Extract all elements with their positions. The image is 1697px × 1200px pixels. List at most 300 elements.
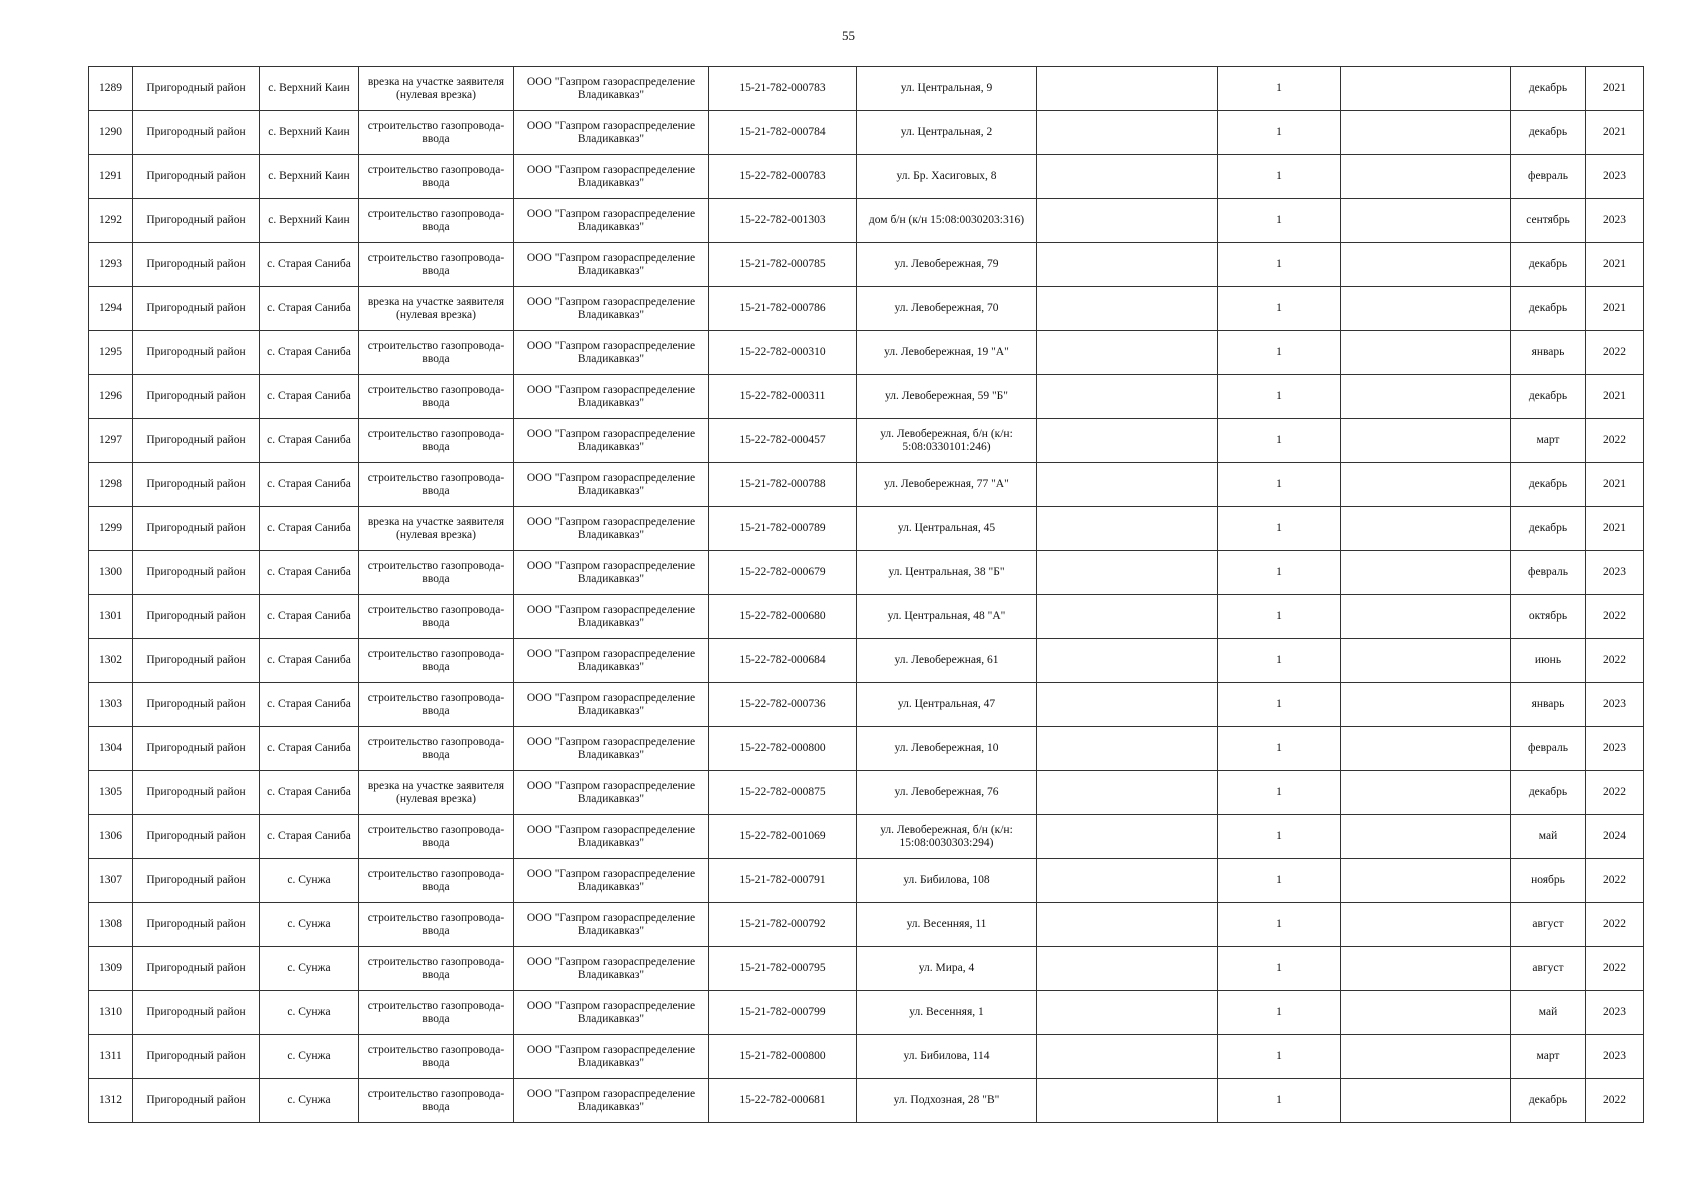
settlement-cell: с. Верхний Каин <box>260 67 359 111</box>
count-cell: 1 <box>1218 199 1341 243</box>
organization-cell: ООО "Газпром газораспределение Владикавказ" <box>514 947 709 991</box>
district-cell: Пригородный район <box>133 727 260 771</box>
table-row <box>89 155 1644 199</box>
work-type-cell: строительство газопровода-ввода <box>359 595 514 639</box>
empty-cell <box>1037 287 1218 331</box>
address-cell: ул. Левобережная, 77 "А" <box>857 463 1037 507</box>
district-cell: Пригородный район <box>133 991 260 1035</box>
table-row <box>89 551 1644 595</box>
organization-cell: ООО "Газпром газораспределение Владикавказ" <box>514 683 709 727</box>
table-row <box>89 199 1644 243</box>
district-cell: Пригородный район <box>133 859 260 903</box>
address-cell: ул. Центральная, 47 <box>857 683 1037 727</box>
settlement-cell: с. Старая Саниба <box>260 375 359 419</box>
organization-cell: ООО "Газпром газораспределение Владикавказ" <box>514 859 709 903</box>
application-code-cell: 15-22-782-000679 <box>709 551 857 595</box>
district-cell: Пригородный район <box>133 595 260 639</box>
year-cell: 2023 <box>1586 727 1644 771</box>
organization-cell: ООО "Газпром газораспределение Владикавказ" <box>514 595 709 639</box>
empty-cell <box>1037 859 1218 903</box>
empty-cell <box>1037 155 1218 199</box>
count-cell: 1 <box>1218 551 1341 595</box>
count-cell: 1 <box>1218 639 1341 683</box>
application-code-cell: 15-21-782-000792 <box>709 903 857 947</box>
year-cell: 2022 <box>1586 331 1644 375</box>
work-type-cell: врезка на участке заявителя (нулевая врезка) <box>359 67 514 111</box>
address-cell: ул. Весенняя, 11 <box>857 903 1037 947</box>
month-cell: декабрь <box>1511 463 1586 507</box>
district-cell: Пригородный район <box>133 771 260 815</box>
empty-cell <box>1341 947 1511 991</box>
count-cell: 1 <box>1218 859 1341 903</box>
district-cell: Пригородный район <box>133 1035 260 1079</box>
year-cell: 2021 <box>1586 243 1644 287</box>
count-cell: 1 <box>1218 67 1341 111</box>
count-cell: 1 <box>1218 243 1341 287</box>
row-number-cell: 1293 <box>89 243 133 287</box>
district-cell: Пригородный район <box>133 947 260 991</box>
month-cell: декабрь <box>1511 1079 1586 1123</box>
district-cell: Пригородный район <box>133 331 260 375</box>
count-cell: 1 <box>1218 155 1341 199</box>
application-code-cell: 15-21-782-000800 <box>709 1035 857 1079</box>
address-cell: ул. Левобережная, 70 <box>857 287 1037 331</box>
empty-cell <box>1341 639 1511 683</box>
empty-cell <box>1341 595 1511 639</box>
empty-cell <box>1341 1035 1511 1079</box>
month-cell: сентябрь <box>1511 199 1586 243</box>
address-cell: ул. Бибилова, 108 <box>857 859 1037 903</box>
organization-cell: ООО "Газпром газораспределение Владикавказ" <box>514 1079 709 1123</box>
application-code-cell: 15-21-782-000786 <box>709 287 857 331</box>
settlement-cell: с. Старая Саниба <box>260 815 359 859</box>
organization-cell: ООО "Газпром газораспределение Владикавказ" <box>514 507 709 551</box>
work-type-cell: строительство газопровода-ввода <box>359 551 514 595</box>
settlement-cell: с. Старая Саниба <box>260 243 359 287</box>
empty-cell <box>1341 111 1511 155</box>
settlement-cell: с. Старая Саниба <box>260 463 359 507</box>
empty-cell <box>1037 243 1218 287</box>
row-number-cell: 1298 <box>89 463 133 507</box>
count-cell: 1 <box>1218 991 1341 1035</box>
application-code-cell: 15-21-782-000795 <box>709 947 857 991</box>
empty-cell <box>1037 507 1218 551</box>
organization-cell: ООО "Газпром газораспределение Владикавказ" <box>514 1035 709 1079</box>
row-number-cell: 1291 <box>89 155 133 199</box>
row-number-cell: 1289 <box>89 67 133 111</box>
work-type-cell: строительство газопровода-ввода <box>359 419 514 463</box>
row-number-cell: 1305 <box>89 771 133 815</box>
month-cell: декабрь <box>1511 243 1586 287</box>
application-code-cell: 15-21-782-000799 <box>709 991 857 1035</box>
organization-cell: ООО "Газпром газораспределение Владикавказ" <box>514 463 709 507</box>
month-cell: июнь <box>1511 639 1586 683</box>
application-code-cell: 15-22-782-000457 <box>709 419 857 463</box>
district-cell: Пригородный район <box>133 815 260 859</box>
district-cell: Пригородный район <box>133 463 260 507</box>
empty-cell <box>1037 419 1218 463</box>
district-cell: Пригородный район <box>133 683 260 727</box>
organization-cell: ООО "Газпром газораспределение Владикавказ" <box>514 331 709 375</box>
work-type-cell: строительство газопровода-ввода <box>359 243 514 287</box>
address-cell: ул. Левобережная, 79 <box>857 243 1037 287</box>
row-number-cell: 1299 <box>89 507 133 551</box>
settlement-cell: с. Старая Саниба <box>260 507 359 551</box>
row-number-cell: 1290 <box>89 111 133 155</box>
empty-cell <box>1037 1035 1218 1079</box>
address-cell: ул. Бибилова, 114 <box>857 1035 1037 1079</box>
work-type-cell: строительство газопровода-ввода <box>359 639 514 683</box>
empty-cell <box>1037 683 1218 727</box>
application-code-cell: 15-22-782-000311 <box>709 375 857 419</box>
count-cell: 1 <box>1218 683 1341 727</box>
year-cell: 2022 <box>1586 419 1644 463</box>
application-code-cell: 15-22-782-000783 <box>709 155 857 199</box>
empty-cell <box>1037 903 1218 947</box>
application-code-cell: 15-22-782-000800 <box>709 727 857 771</box>
work-type-cell: строительство газопровода-ввода <box>359 903 514 947</box>
row-number-cell: 1303 <box>89 683 133 727</box>
empty-cell <box>1341 771 1511 815</box>
row-number-cell: 1308 <box>89 903 133 947</box>
settlement-cell: с. Старая Саниба <box>260 287 359 331</box>
month-cell: август <box>1511 947 1586 991</box>
count-cell: 1 <box>1218 903 1341 947</box>
table-row <box>89 287 1644 331</box>
district-cell: Пригородный район <box>133 1079 260 1123</box>
row-number-cell: 1311 <box>89 1035 133 1079</box>
organization-cell: ООО "Газпром газораспределение Владикавказ" <box>514 111 709 155</box>
empty-cell <box>1341 155 1511 199</box>
table-row <box>89 1035 1644 1079</box>
organization-cell: ООО "Газпром газораспределение Владикавказ" <box>514 639 709 683</box>
month-cell: февраль <box>1511 155 1586 199</box>
application-code-cell: 15-22-782-000736 <box>709 683 857 727</box>
empty-cell <box>1341 331 1511 375</box>
work-type-cell: строительство газопровода-ввода <box>359 1079 514 1123</box>
application-code-cell: 15-22-782-000310 <box>709 331 857 375</box>
month-cell: январь <box>1511 331 1586 375</box>
month-cell: ноябрь <box>1511 859 1586 903</box>
application-code-cell: 15-21-782-000791 <box>709 859 857 903</box>
application-code-cell: 15-21-782-000785 <box>709 243 857 287</box>
address-cell: ул. Центральная, 2 <box>857 111 1037 155</box>
address-cell: ул. Центральная, 48 "А" <box>857 595 1037 639</box>
month-cell: декабрь <box>1511 287 1586 331</box>
settlement-cell: с. Сунжа <box>260 903 359 947</box>
settlement-cell: с. Старая Саниба <box>260 639 359 683</box>
empty-cell <box>1037 595 1218 639</box>
year-cell: 2022 <box>1586 903 1644 947</box>
year-cell: 2021 <box>1586 375 1644 419</box>
empty-cell <box>1037 771 1218 815</box>
settlement-cell: с. Сунжа <box>260 1079 359 1123</box>
table-row <box>89 991 1644 1035</box>
page-number: 55 <box>842 28 855 43</box>
empty-cell <box>1341 683 1511 727</box>
empty-cell <box>1341 243 1511 287</box>
address-cell: ул. Левобережная, 10 <box>857 727 1037 771</box>
row-number-cell: 1310 <box>89 991 133 1035</box>
empty-cell <box>1341 727 1511 771</box>
work-type-cell: строительство газопровода-ввода <box>359 727 514 771</box>
settlement-cell: с. Верхний Каин <box>260 111 359 155</box>
address-cell: ул. Весенняя, 1 <box>857 991 1037 1035</box>
empty-cell <box>1037 639 1218 683</box>
count-cell: 1 <box>1218 1079 1341 1123</box>
empty-cell <box>1341 287 1511 331</box>
year-cell: 2021 <box>1586 463 1644 507</box>
year-cell: 2022 <box>1586 771 1644 815</box>
count-cell: 1 <box>1218 111 1341 155</box>
row-number-cell: 1302 <box>89 639 133 683</box>
organization-cell: ООО "Газпром газораспределение Владикавказ" <box>514 727 709 771</box>
table-row <box>89 111 1644 155</box>
empty-cell <box>1037 331 1218 375</box>
organization-cell: ООО "Газпром газораспределение Владикавказ" <box>514 771 709 815</box>
work-type-cell: строительство газопровода-ввода <box>359 111 514 155</box>
month-cell: март <box>1511 1035 1586 1079</box>
district-cell: Пригородный район <box>133 551 260 595</box>
month-cell: октябрь <box>1511 595 1586 639</box>
organization-cell: ООО "Газпром газораспределение Владикавказ" <box>514 815 709 859</box>
year-cell: 2023 <box>1586 1035 1644 1079</box>
month-cell: март <box>1511 419 1586 463</box>
row-number-cell: 1294 <box>89 287 133 331</box>
table-row <box>89 507 1644 551</box>
table-row <box>89 375 1644 419</box>
work-type-cell: строительство газопровода-ввода <box>359 199 514 243</box>
district-cell: Пригородный район <box>133 67 260 111</box>
empty-cell <box>1037 991 1218 1035</box>
empty-cell <box>1341 419 1511 463</box>
row-number-cell: 1301 <box>89 595 133 639</box>
year-cell: 2021 <box>1586 287 1644 331</box>
table-row <box>89 331 1644 375</box>
month-cell: январь <box>1511 683 1586 727</box>
address-cell: дом б/н (к/н 15:08:0030203:316) <box>857 199 1037 243</box>
count-cell: 1 <box>1218 507 1341 551</box>
table-row <box>89 67 1644 111</box>
year-cell: 2022 <box>1586 947 1644 991</box>
empty-cell <box>1037 815 1218 859</box>
table-row <box>89 683 1644 727</box>
row-number-cell: 1312 <box>89 1079 133 1123</box>
organization-cell: ООО "Газпром газораспределение Владикавказ" <box>514 991 709 1035</box>
settlement-cell: с. Старая Саниба <box>260 595 359 639</box>
count-cell: 1 <box>1218 815 1341 859</box>
table-row <box>89 903 1644 947</box>
empty-cell <box>1341 551 1511 595</box>
application-code-cell: 15-21-782-000783 <box>709 67 857 111</box>
table-row <box>89 595 1644 639</box>
row-number-cell: 1296 <box>89 375 133 419</box>
month-cell: декабрь <box>1511 111 1586 155</box>
address-cell: ул. Подхозная, 28 "В" <box>857 1079 1037 1123</box>
district-cell: Пригородный район <box>133 507 260 551</box>
settlement-cell: с. Верхний Каин <box>260 199 359 243</box>
year-cell: 2022 <box>1586 595 1644 639</box>
settlement-cell: с. Сунжа <box>260 947 359 991</box>
empty-cell <box>1037 199 1218 243</box>
district-cell: Пригородный район <box>133 111 260 155</box>
empty-cell <box>1341 815 1511 859</box>
empty-cell <box>1341 507 1511 551</box>
table-row <box>89 859 1644 903</box>
empty-cell <box>1037 1079 1218 1123</box>
organization-cell: ООО "Газпром газораспределение Владикавказ" <box>514 419 709 463</box>
settlement-cell: с. Старая Саниба <box>260 419 359 463</box>
month-cell: декабрь <box>1511 375 1586 419</box>
count-cell: 1 <box>1218 331 1341 375</box>
gasification-table <box>88 66 1644 1123</box>
organization-cell: ООО "Газпром газораспределение Владикавказ" <box>514 199 709 243</box>
work-type-cell: строительство газопровода-ввода <box>359 683 514 727</box>
settlement-cell: с. Старая Саниба <box>260 331 359 375</box>
empty-cell <box>1037 947 1218 991</box>
address-cell: ул. Левобережная, б/н (к/н: 15:08:0030303:294) <box>857 815 1037 859</box>
address-cell: ул. Левобережная, 19 "А" <box>857 331 1037 375</box>
organization-cell: ООО "Газпром газораспределение Владикавказ" <box>514 67 709 111</box>
table-row <box>89 419 1644 463</box>
month-cell: август <box>1511 903 1586 947</box>
work-type-cell: строительство газопровода-ввода <box>359 375 514 419</box>
address-cell: ул. Центральная, 38 "Б" <box>857 551 1037 595</box>
table-row <box>89 947 1644 991</box>
application-code-cell: 15-21-782-000788 <box>709 463 857 507</box>
settlement-cell: с. Старая Саниба <box>260 727 359 771</box>
year-cell: 2024 <box>1586 815 1644 859</box>
address-cell: ул. Левобережная, б/н (к/н: 5:08:0330101:246) <box>857 419 1037 463</box>
application-code-cell: 15-22-782-000684 <box>709 639 857 683</box>
table-row <box>89 815 1644 859</box>
year-cell: 2023 <box>1586 551 1644 595</box>
address-cell: ул. Левобережная, 76 <box>857 771 1037 815</box>
organization-cell: ООО "Газпром газораспределение Владикавказ" <box>514 287 709 331</box>
month-cell: декабрь <box>1511 507 1586 551</box>
settlement-cell: с. Старая Саниба <box>260 683 359 727</box>
district-cell: Пригородный район <box>133 903 260 947</box>
work-type-cell: строительство газопровода-ввода <box>359 463 514 507</box>
organization-cell: ООО "Газпром газораспределение Владикавказ" <box>514 155 709 199</box>
row-number-cell: 1300 <box>89 551 133 595</box>
district-cell: Пригородный район <box>133 155 260 199</box>
application-code-cell: 15-22-782-001303 <box>709 199 857 243</box>
address-cell: ул. Центральная, 45 <box>857 507 1037 551</box>
year-cell: 2022 <box>1586 859 1644 903</box>
work-type-cell: врезка на участке заявителя (нулевая врезка) <box>359 507 514 551</box>
year-cell: 2023 <box>1586 199 1644 243</box>
empty-cell <box>1341 859 1511 903</box>
year-cell: 2023 <box>1586 155 1644 199</box>
row-number-cell: 1306 <box>89 815 133 859</box>
organization-cell: ООО "Газпром газораспределение Владикавказ" <box>514 903 709 947</box>
year-cell: 2022 <box>1586 639 1644 683</box>
row-number-cell: 1304 <box>89 727 133 771</box>
year-cell: 2023 <box>1586 991 1644 1035</box>
application-code-cell: 15-22-782-000680 <box>709 595 857 639</box>
count-cell: 1 <box>1218 375 1341 419</box>
empty-cell <box>1037 375 1218 419</box>
row-number-cell: 1297 <box>89 419 133 463</box>
table-body <box>89 67 1644 1123</box>
row-number-cell: 1309 <box>89 947 133 991</box>
settlement-cell: с. Верхний Каин <box>260 155 359 199</box>
count-cell: 1 <box>1218 947 1341 991</box>
district-cell: Пригородный район <box>133 419 260 463</box>
settlement-cell: с. Сунжа <box>260 1035 359 1079</box>
empty-cell <box>1341 375 1511 419</box>
table-row <box>89 639 1644 683</box>
empty-cell <box>1037 727 1218 771</box>
count-cell: 1 <box>1218 287 1341 331</box>
year-cell: 2021 <box>1586 67 1644 111</box>
application-code-cell: 15-22-782-000875 <box>709 771 857 815</box>
month-cell: май <box>1511 991 1586 1035</box>
empty-cell <box>1037 67 1218 111</box>
count-cell: 1 <box>1218 771 1341 815</box>
empty-cell <box>1037 111 1218 155</box>
address-cell: ул. Левобережная, 61 <box>857 639 1037 683</box>
month-cell: декабрь <box>1511 67 1586 111</box>
district-cell: Пригородный район <box>133 375 260 419</box>
month-cell: декабрь <box>1511 771 1586 815</box>
empty-cell <box>1341 903 1511 947</box>
row-number-cell: 1295 <box>89 331 133 375</box>
count-cell: 1 <box>1218 595 1341 639</box>
empty-cell <box>1341 67 1511 111</box>
month-cell: май <box>1511 815 1586 859</box>
year-cell: 2022 <box>1586 1079 1644 1123</box>
address-cell: ул. Центральная, 9 <box>857 67 1037 111</box>
district-cell: Пригородный район <box>133 199 260 243</box>
count-cell: 1 <box>1218 463 1341 507</box>
settlement-cell: с. Старая Саниба <box>260 551 359 595</box>
address-cell: ул. Бр. Хасиговых, 8 <box>857 155 1037 199</box>
organization-cell: ООО "Газпром газораспределение Владикавказ" <box>514 243 709 287</box>
empty-cell <box>1037 551 1218 595</box>
count-cell: 1 <box>1218 419 1341 463</box>
work-type-cell: строительство газопровода-ввода <box>359 331 514 375</box>
application-code-cell: 15-22-782-001069 <box>709 815 857 859</box>
empty-cell <box>1341 463 1511 507</box>
organization-cell: ООО "Газпром газораспределение Владикавказ" <box>514 375 709 419</box>
application-code-cell: 15-21-782-000789 <box>709 507 857 551</box>
work-type-cell: строительство газопровода-ввода <box>359 155 514 199</box>
district-cell: Пригородный район <box>133 243 260 287</box>
count-cell: 1 <box>1218 1035 1341 1079</box>
work-type-cell: строительство газопровода-ввода <box>359 991 514 1035</box>
empty-cell <box>1341 1079 1511 1123</box>
work-type-cell: строительство газопровода-ввода <box>359 859 514 903</box>
count-cell: 1 <box>1218 727 1341 771</box>
month-cell: февраль <box>1511 727 1586 771</box>
district-cell: Пригородный район <box>133 287 260 331</box>
work-type-cell: строительство газопровода-ввода <box>359 947 514 991</box>
year-cell: 2021 <box>1586 507 1644 551</box>
application-code-cell: 15-21-782-000784 <box>709 111 857 155</box>
table-row <box>89 243 1644 287</box>
district-cell: Пригородный район <box>133 639 260 683</box>
settlement-cell: с. Сунжа <box>260 859 359 903</box>
row-number-cell: 1307 <box>89 859 133 903</box>
row-number-cell: 1292 <box>89 199 133 243</box>
table-row <box>89 727 1644 771</box>
address-cell: ул. Левобережная, 59 "Б" <box>857 375 1037 419</box>
table-row <box>89 463 1644 507</box>
work-type-cell: врезка на участке заявителя (нулевая врезка) <box>359 287 514 331</box>
application-code-cell: 15-22-782-000681 <box>709 1079 857 1123</box>
